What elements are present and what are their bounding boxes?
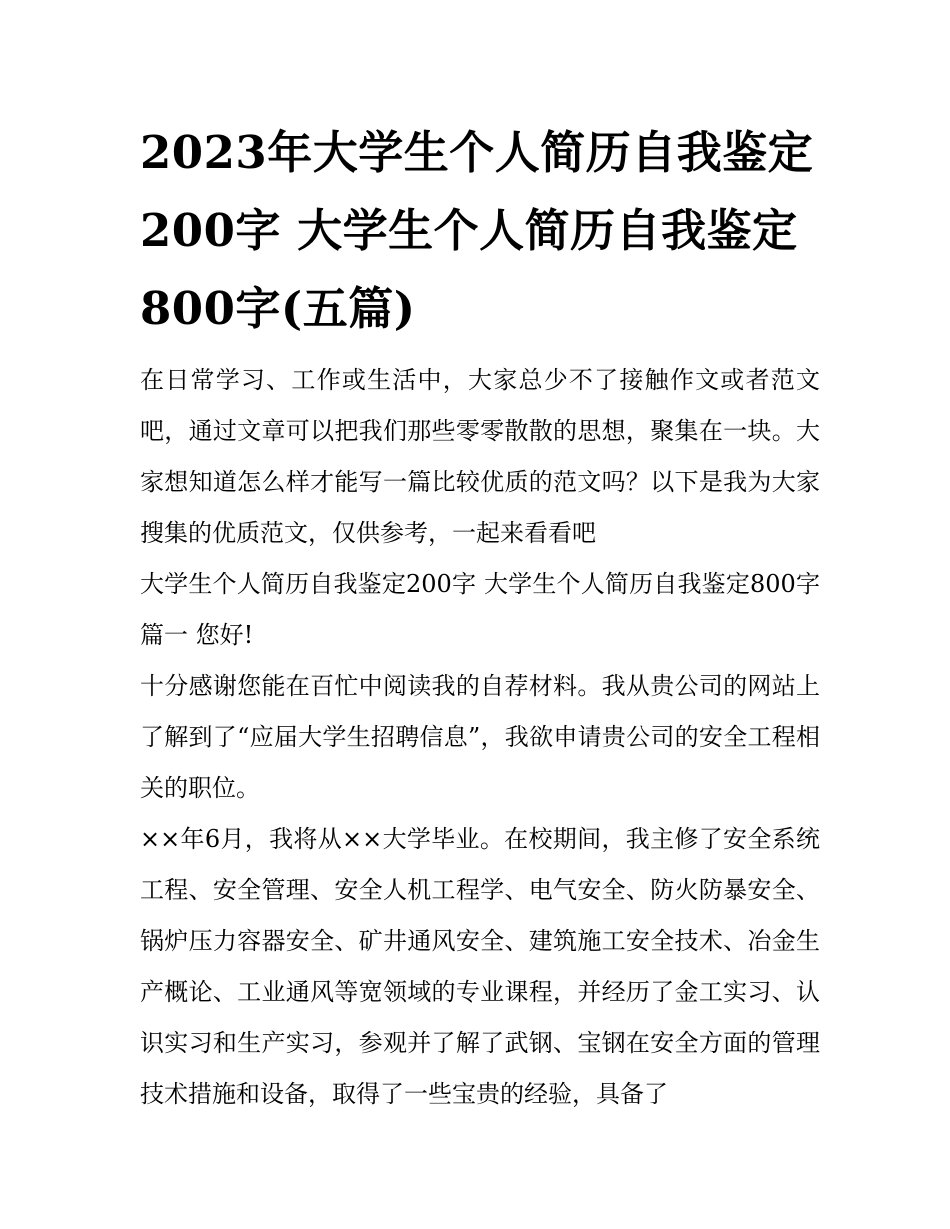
document-title: 2023年大学生个人简历自我鉴定200字 大学生个人简历自我鉴定800字(五篇): [140, 126, 814, 335]
document-body: [140, 355, 820, 1120]
paragraph-education: ××年6月，我将从××大学毕业。在校期间，我主修了安全系统工程、安全管理、安全人机工程学、电气安全、防火防暴安全、锅炉压力容器安全、矿井通风安全、建筑施工安全技术、冶金生产概论、工业通风等宽领域的专业课程，并经历了金工实习、认识实习和生产实习，参观并了解了武钢、宝钢在安全方面的管理技术措施和设备，取得了一些宝贵的经验，具备了: [140, 825, 820, 1108]
paragraph-thanks: 十分感谢您能在百忙中阅读我的自荐材料。我从贵公司的网站上了解到了“应届大学生招聘信息”，我欲申请贵公司的安全工程相关的职位。: [140, 672, 820, 802]
paragraph-intro: 在日常学习、工作或生活中，大家总少不了接触作文或者范文吧，通过文章可以把我们那些零零散散的思想，聚集在一块。大家想知道怎么样才能写一篇比较优质的范文吗？以下是我为大家搜集的优质范文，仅供参考，一起来看看吧: [140, 366, 820, 547]
paragraph-heading-one: 大学生个人简历自我鉴定200字 大学生个人简历自我鉴定800字篇一 您好!: [140, 570, 820, 649]
